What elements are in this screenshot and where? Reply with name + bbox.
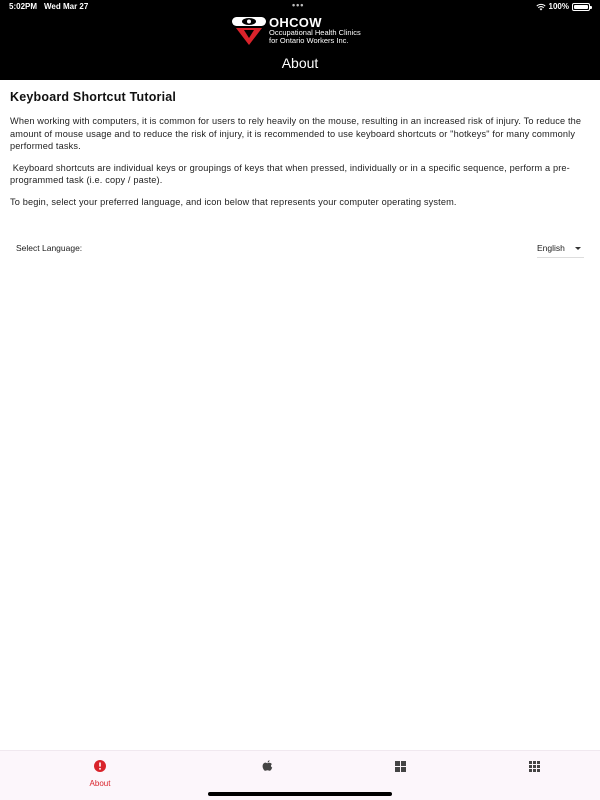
page-title: About (281, 55, 319, 71)
language-select[interactable] (537, 240, 584, 258)
ohcow-logo (232, 16, 361, 48)
battery-percent: 100% (548, 2, 569, 11)
main-content (10, 90, 590, 217)
status-time: 5:02PM (9, 2, 38, 11)
apple-icon (262, 760, 273, 772)
home-indicator[interactable] (208, 792, 392, 796)
status-date: Wed Mar 27 (44, 2, 89, 11)
language-label: Select Language: (16, 243, 83, 253)
language-select-value: English (537, 243, 565, 253)
page-heading: Keyboard Shortcut Tutorial (10, 90, 177, 104)
windows-icon (395, 761, 406, 772)
info-icon (94, 760, 106, 772)
grid-icon (529, 761, 540, 772)
status-indicators (536, 2, 590, 11)
logo-title: OHCOW (269, 15, 322, 30)
language-row (16, 240, 584, 258)
tab-windows[interactable] (370, 759, 430, 777)
multitasking-dots-icon[interactable]: ••• (292, 0, 305, 10)
status-bar (0, 0, 600, 14)
wifi-icon (536, 3, 546, 11)
tab-more[interactable] (504, 759, 564, 777)
shortcut-definition-paragraph: Keyboard shortcuts are individual keys or groupings of keys that when pressed, individually or in a specific sequence, perform a pre-programmed task (i.e. copy / paste). (10, 162, 570, 185)
ohcow-logo-mark-icon (232, 16, 266, 46)
tab-about[interactable] (70, 759, 130, 788)
battery-icon (572, 3, 590, 11)
intro-paragraph: When working with computers, it is common for users to rely heavily on the mouse, resulting in an increased risk of injury. To reduce the amount of mouse usage and to reduce the risk of injury, it is recommended to use keyboard shortcuts or "hotkeys" for many commonly performed tasks. (10, 116, 582, 151)
tab-mac[interactable] (237, 759, 297, 777)
tab-about-label: About (89, 779, 111, 788)
app-header (0, 14, 600, 80)
logo-subtitle-line2: for Ontario Workers Inc. (269, 36, 349, 45)
caret-down-icon (575, 247, 581, 250)
instructions-paragraph: To begin, select your preferred language, and icon below that represents your computer operating system. (10, 196, 457, 207)
logo-subtitle-line1: Occupational Health Clinics (269, 28, 361, 37)
